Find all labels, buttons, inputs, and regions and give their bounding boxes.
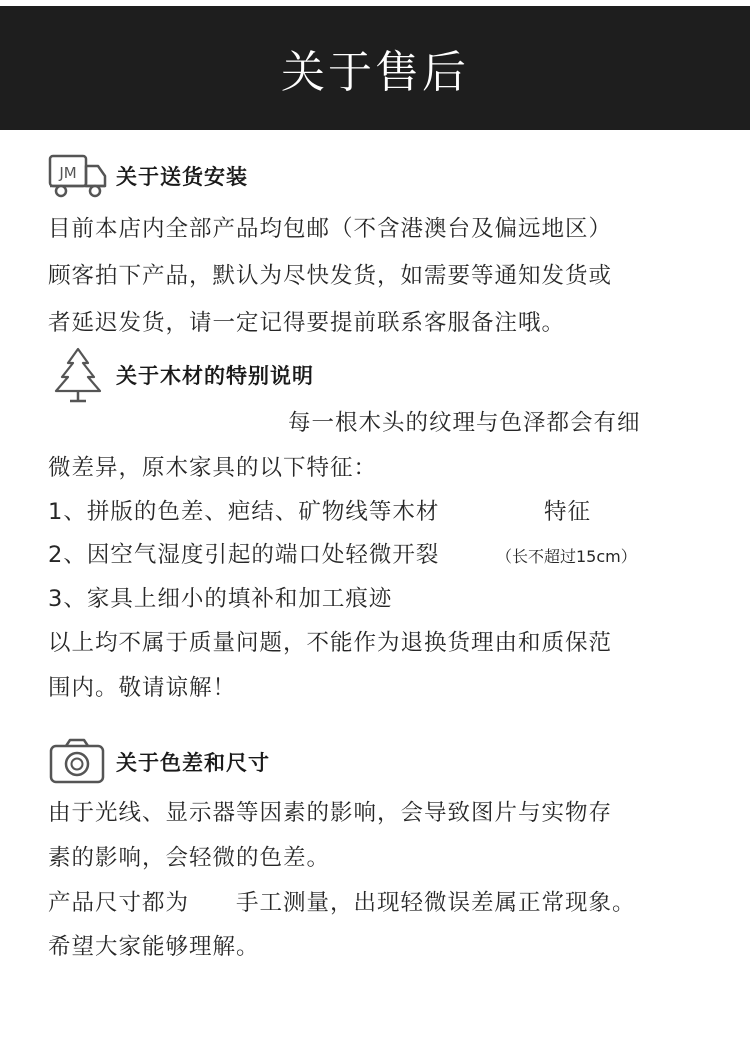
color-line-3-tail: 手工测量，出现轻微误差属正常现象。 [236, 890, 636, 916]
wood-line-4-note: （长不超过15cm） [496, 547, 637, 566]
color-line-4: 希望大家能够理解。 [48, 934, 260, 960]
section-title-wood: 关于木材的特别说明 [116, 364, 314, 388]
color-line-3: 产品尺寸都为 [48, 890, 190, 916]
color-line-2: 素的影响，会轻微的色差。 [48, 845, 331, 871]
section-title-delivery: 关于送货安装 [116, 165, 248, 189]
section-wood-header [48, 345, 314, 405]
section-color-header [48, 738, 270, 786]
wood-line-1: 每一根木头的纹理与色泽都会有细 [288, 410, 641, 436]
delivery-line-1: 目前本店内全部产品均包邮（不含港澳台及偏远地区） [48, 216, 613, 242]
wood-line-7: 围内。敬请谅解！ [48, 675, 237, 701]
pine-tree-icon [48, 345, 108, 405]
delivery-truck-icon [48, 152, 108, 200]
camera-icon [48, 738, 108, 786]
wood-line-5: 3、家具上细小的填补和加工痕迹 [48, 586, 393, 612]
delivery-line-2: 顾客拍下产品，默认为尽快发货，如需要等通知发货或 [48, 263, 613, 289]
wood-line-3: 1、拼版的色差、疤结、矿物线等木材 [48, 499, 440, 525]
wood-line-2: 微差异，原木家具的以下特征： [48, 455, 378, 481]
wood-line-6: 以上均不属于质量问题，不能作为退换货理由和质保范 [48, 630, 613, 656]
page-title: 关于售后 [281, 47, 469, 98]
section-delivery-header [48, 152, 248, 200]
color-line-1: 由于光线、显示器等因素的影响，会导致图片与实物存 [48, 800, 613, 826]
wood-line-4: 2、因空气湿度引起的端口处轻微开裂 [48, 542, 440, 568]
header-banner [0, 6, 750, 130]
delivery-line-3: 者延迟发货，请一定记得要提前联系客服备注哦。 [48, 310, 566, 336]
section-title-color: 关于色差和尺寸 [116, 751, 270, 775]
truck-badge-text: JM [59, 164, 77, 182]
wood-line-3-tail: 特征 [544, 499, 592, 525]
